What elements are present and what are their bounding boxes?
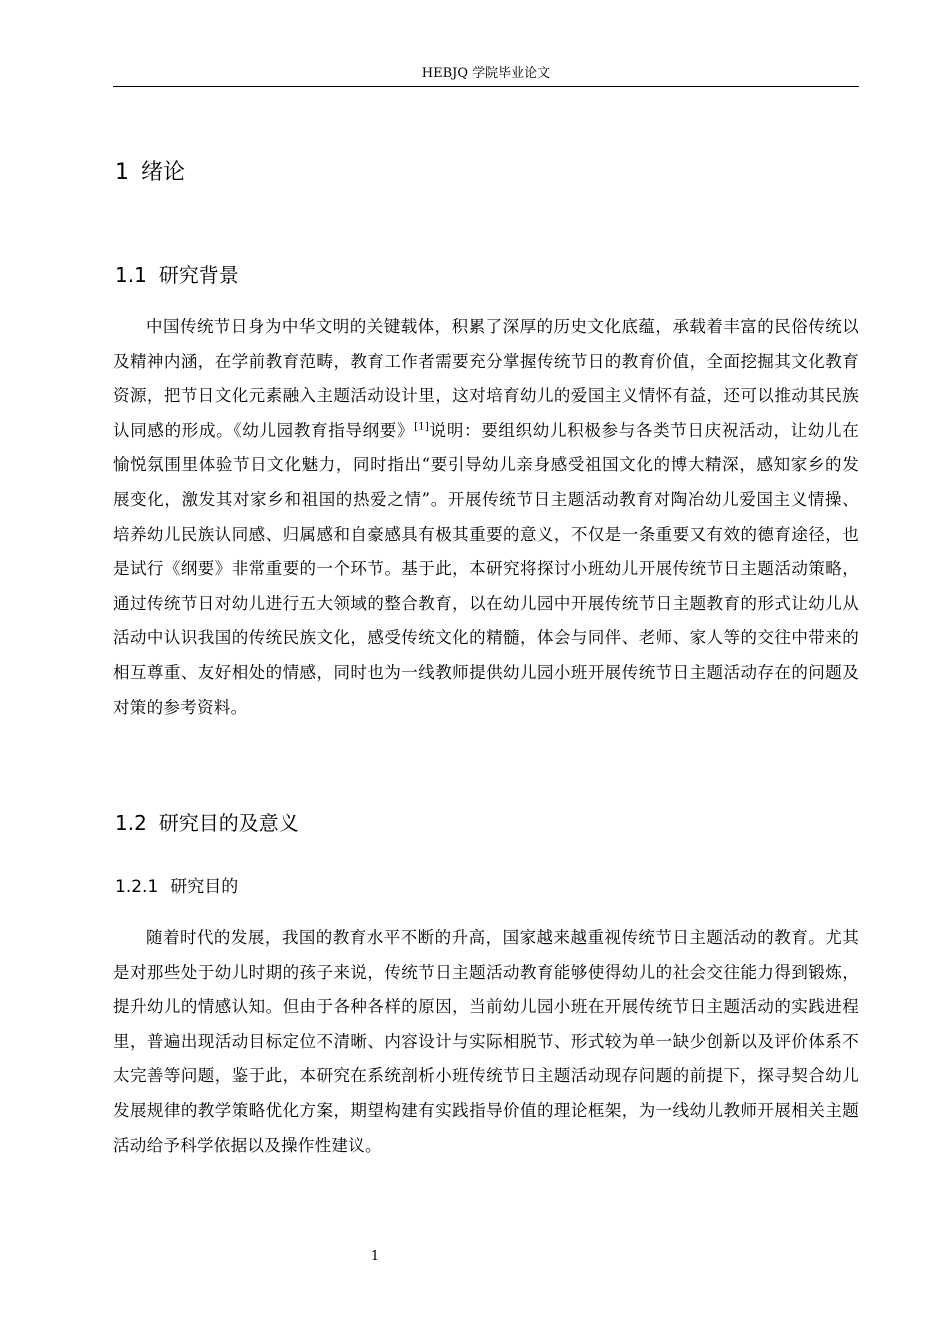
chapter-heading (115, 158, 185, 188)
subsection-number: 1.2.1 (115, 877, 159, 897)
subsection-heading-1-2-1 (115, 875, 238, 899)
header-rule (113, 86, 859, 87)
section-number: 1.2 (115, 811, 147, 835)
purpose-paragraph: 随着时代的发展，我国的教育水平不断的升高，国家越来越重视传统节日主题活动的教育。尤其是对那些处于幼儿时期的孩子来说，传统节日主题活动教育能够使得幼儿的社会交往能力得到锻炼，提升幼儿的情感认知。但由于各种各样的原因，当前幼儿园小班在开展传统节日主题活动的实践进程里，普遍出现活动目标定位不清晰、内容设计与实际相脱节、形式较为单一缺少创新以及评价体系不太完善等问题，鉴于此，本研究在系统剖析小班传统节日主题活动现存问题的前提下，探寻契合幼儿发展规律的教学策略优化方案，期望构建有实践指导价值的理论框架，为一线幼儿教师开展相关主题活动给予科学依据以及操作性建议。 (113, 928, 859, 1155)
chapter-number: 1 (115, 160, 129, 185)
section-heading-1-2 (115, 809, 299, 837)
citation-marker: [1] (414, 421, 430, 433)
paragraph-text: 中国传统节日身为中华文明的关键载体，积累了深厚的历史文化底蕴，承载着丰富的民俗传统以及精神内涵，在学前教育范畴，教育工作者需要充分掌握传统节日的教育价值，全面挖掘其文化教育资源，把节日文化元素融入主题活动设计里，这对培育幼儿的爱国主义情怀有益，还可以推动其民族认同感的形成。《幼儿园教育指导纲要》 (113, 317, 859, 440)
section-heading-1-1 (115, 261, 239, 289)
page-number: 1 (370, 1249, 380, 1264)
background-paragraph (113, 310, 859, 725)
paragraph-text-continued: 说明：要组织幼儿积极参与各类节日庆祝活动，让幼儿在愉悦氛围里体验节日文化魅力，同时指出“要引导幼儿亲身感受祖国文化的博大精深，感知家乡的发展变化，激发其对家乡和祖国的热爱之情”。开展传统节日主题活动教育对陶冶幼儿爱国主义情操、培养幼儿民族认同感、归属感和自豪感具有极其重要的意义，不仅是一条重要又有效的德育途径，也是试行《纲要》非常重要的一个环节。基于此，本研究将探讨小班幼儿开展传统节日主题活动策略，通过传统节日对幼儿进行五大领域的整合教育，以在幼儿园中开展传统节日主题教育的形式让幼儿从活动中认识我国的传统民族文化，感受传统文化的精髓，体会与同伴、老师、家人等的交往中带来的相互尊重、友好相处的情感，同时也为一线教师提供幼儿园小班开展传统节日主题活动存在的问题及对策的参考资料。 (113, 420, 859, 717)
running-header: HEBJQ 学院毕业论文 (421, 66, 551, 81)
subsection-title: 研究目的 (170, 877, 239, 897)
section-title: 研究目的及意义 (158, 811, 299, 835)
chapter-title: 绪论 (141, 160, 186, 185)
section-title: 研究背景 (158, 263, 239, 287)
section-number: 1.1 (115, 263, 147, 287)
